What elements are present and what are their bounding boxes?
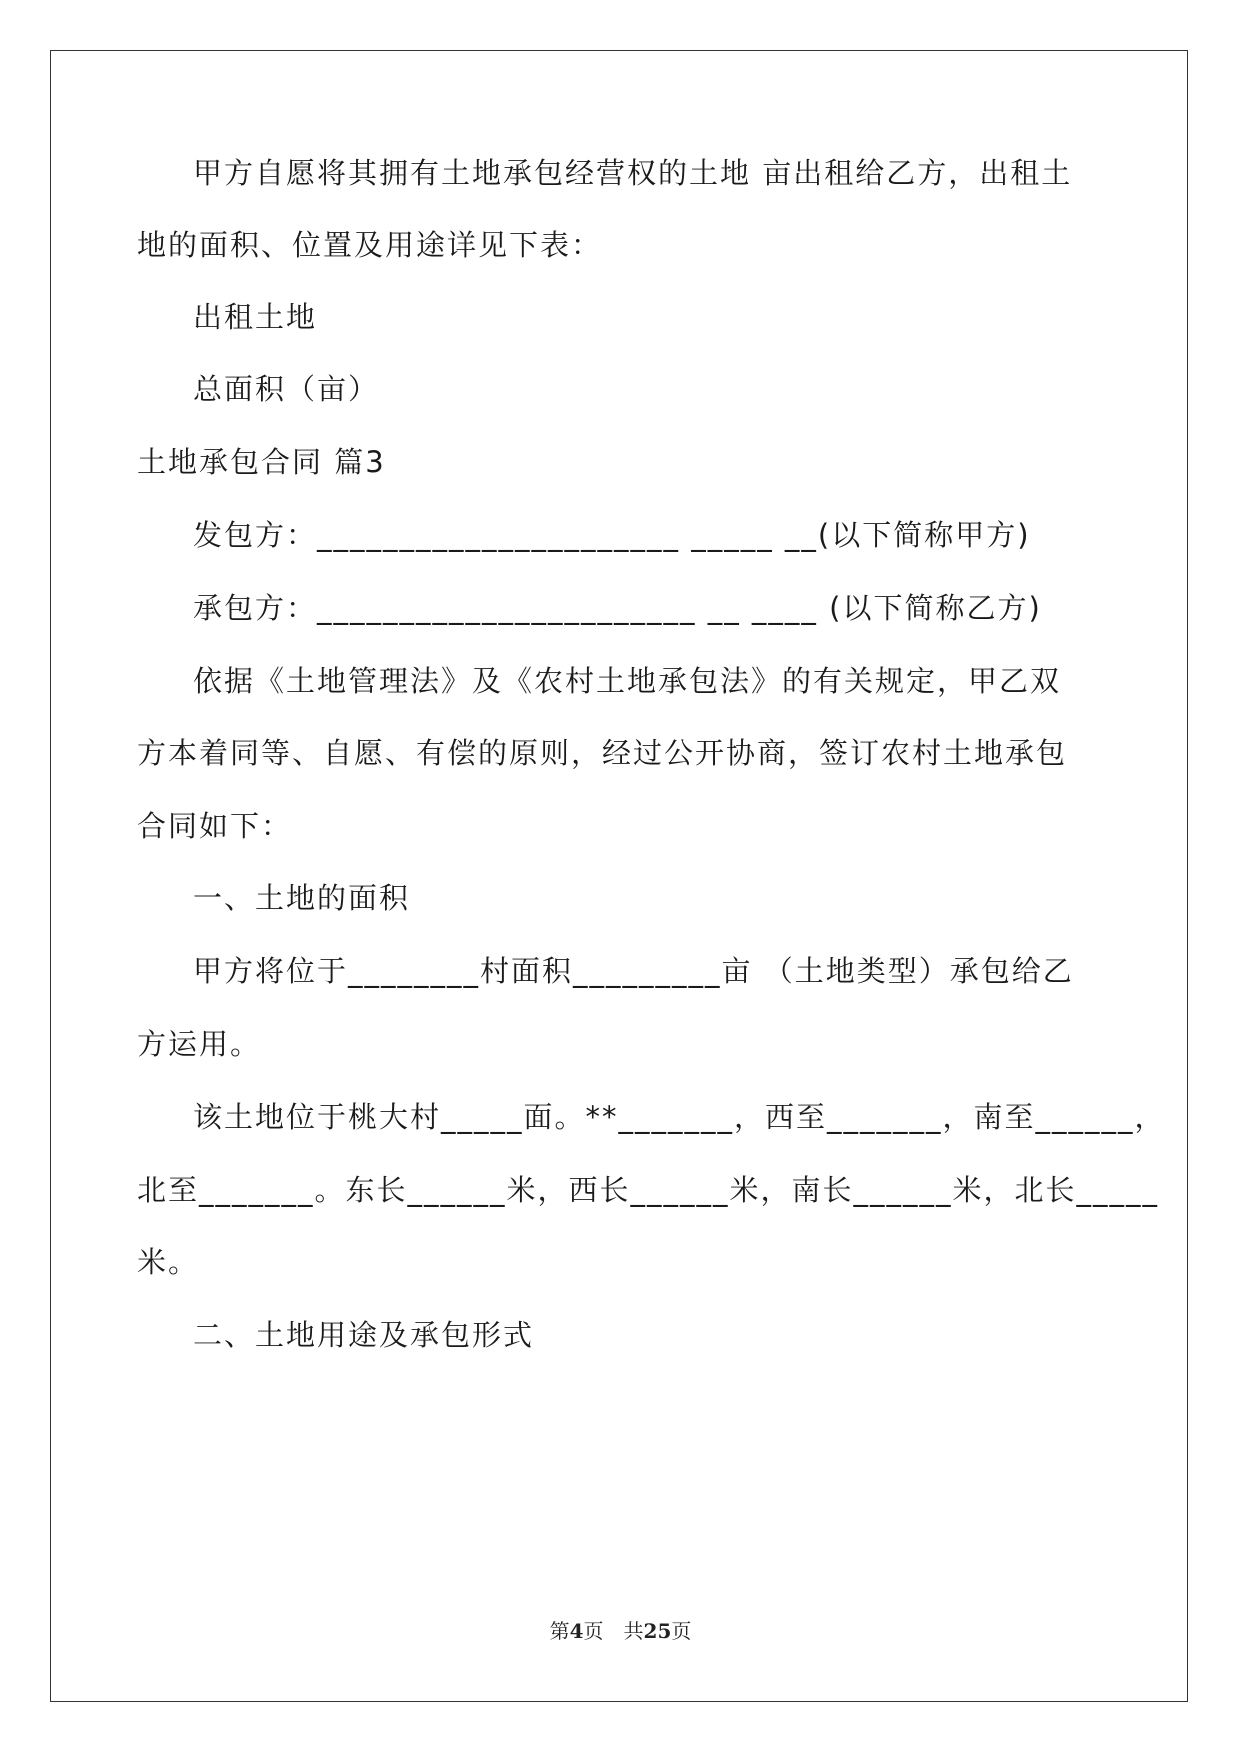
text-line: 二、土地用途及承包形式 [193,1318,535,1352]
text-line: 北至_______。东长______米，西长______米，南长______米，北长_____ [137,1173,1160,1207]
text-line: 方本着同等、自愿、有偿的原则，经过公开协商，签订农村土地承包 [137,736,1068,770]
section-heading: 土地承包合同 篇3 [137,445,386,479]
text-line: 该土地位于桃大村_____面。**_______，西至_______，南至______， [193,1100,1166,1134]
text-line: 米。 [137,1245,200,1279]
text-line: 甲方将位于________村面积_________亩 （土地类型）承包给乙 [193,954,1074,988]
text-line: 承包方：_______________________ __ ____ (以下简称乙方) [193,591,1042,625]
page-number: 第4页 共25页 [549,1619,692,1643]
text-line: 依据《土地管理法》及《农村土地承包法》的有关规定，甲乙双 [193,664,1062,698]
text-line: 甲方自愿将其拥有土地承包经营权的土地 亩出租给乙方，出租土 [193,156,1073,190]
text-line: 地的面积、位置及用途详见下表： [137,228,603,262]
text-line: 发包方：______________________ _____ __(以下简称甲方) [193,518,1031,552]
text-line: 方运用。 [137,1027,262,1061]
text-line: 合同如下： [137,809,293,843]
text-line: 总面积（亩） [193,372,380,406]
text-line: 一、土地的面积 [193,881,411,915]
text-line: 出租土地 [193,300,318,334]
